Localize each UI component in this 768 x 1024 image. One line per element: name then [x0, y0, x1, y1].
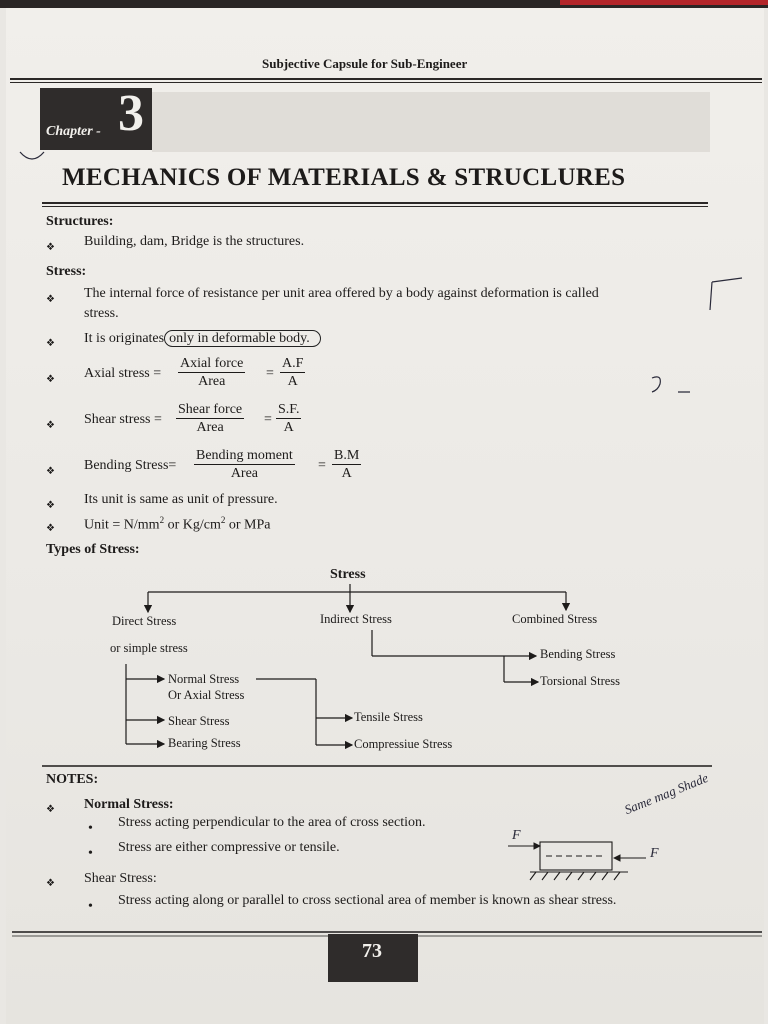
shear-den-1: Area — [196, 420, 224, 435]
diamond-bullet-icon: ❖ — [46, 878, 55, 889]
unit-mid: or Kg/cm — [164, 517, 221, 533]
axial-den-2: A — [287, 374, 298, 389]
handwritten-note: Same mag Shade — [622, 769, 711, 818]
originates-prefix: It is originates — [84, 331, 165, 346]
running-header: Subjective Capsule for Sub-Engineer — [262, 56, 468, 71]
sketch-label-left: F — [512, 828, 521, 843]
tree-normal-line1: Normal Stress — [168, 672, 240, 686]
tree-compressive: Compressiue Stress — [354, 737, 453, 751]
diamond-bullet-icon: ❖ — [46, 466, 55, 477]
structures-item: Building, dam, Bridge is the structures. — [84, 234, 305, 249]
pen-checkmark — [20, 152, 44, 159]
tree-root: Stress — [330, 567, 366, 582]
tree-tensile: Tensile Stress — [354, 710, 423, 724]
diamond-bullet-icon: ❖ — [46, 804, 55, 815]
shear-label: Shear stress = — [84, 412, 162, 427]
chapter-title: MECHANICS OF MATERIALS & STRUCLURES — [62, 164, 626, 191]
tree-normal-line2: Or Axial Stress — [168, 688, 245, 702]
diamond-bullet-icon: ❖ — [46, 294, 55, 305]
unit-sup-2: 2 — [220, 515, 226, 525]
originates-circled: only in deformable body. — [164, 330, 321, 347]
sketch-label-right: F — [650, 846, 659, 861]
axial-den-1: Area — [198, 374, 226, 389]
types-heading: Types of Stress: — [46, 542, 140, 557]
axial-label: Axial stress = — [84, 366, 162, 381]
unit-sup-1: 2 — [159, 515, 165, 525]
bending-equals: = — [318, 458, 326, 473]
diamond-bullet-icon: ❖ — [46, 338, 55, 349]
chapter-number: 3 — [118, 85, 144, 142]
tree-direct: Direct Stress — [112, 614, 177, 628]
shear-equals: = — [264, 412, 272, 427]
shear-stress-heading: Shear Stress: — [84, 871, 157, 886]
tree-combined: Combined Stress — [512, 612, 598, 626]
tree-shear: Shear Stress — [168, 714, 230, 728]
unit-prefix: Unit = N/mm — [84, 517, 160, 533]
unit-same-text: Its unit is same as unit of pressure. — [84, 492, 278, 507]
shear-note-1: Stress acting along or parallel to cross sectional area of member is known as shear stress. — [118, 893, 617, 908]
notes-heading: NOTES: — [46, 772, 99, 787]
normal-note-1: Stress acting perpendicular to the area of cross section. — [118, 815, 426, 830]
pen-question-mark — [652, 377, 690, 392]
shear-num-2: S.F. — [278, 402, 300, 417]
tree-bending: Bending Stress — [540, 647, 616, 661]
normal-note-2: Stress are either compressive or tensile. — [118, 840, 340, 855]
axial-num-2: A.F — [282, 356, 304, 371]
structures-heading: Structures: — [46, 214, 114, 229]
dot-bullet-icon: • — [88, 846, 93, 861]
bending-den-1: Area — [230, 466, 259, 481]
dot-bullet-icon: • — [88, 899, 93, 914]
stress-definition-line1: The internal force of resistance per unit area offered by a body against deformation is called — [84, 286, 599, 301]
diamond-bullet-icon: ❖ — [46, 523, 55, 534]
sketch-hatch — [530, 872, 620, 880]
dot-bullet-icon: • — [88, 821, 93, 836]
tree-torsional: Torsional Stress — [540, 674, 621, 688]
diamond-bullet-icon: ❖ — [46, 500, 55, 511]
bending-num-1: Bending moment — [196, 448, 293, 463]
axial-equals: = — [266, 366, 274, 381]
tree-direct-sub: or simple stress — [110, 641, 188, 655]
diamond-bullet-icon: ❖ — [46, 374, 55, 385]
bending-label: Bending Stress= — [84, 458, 177, 473]
chapter-label: Chapter - — [46, 124, 101, 139]
bending-num-2: B.M — [334, 448, 360, 463]
stress-heading: Stress: — [46, 264, 87, 279]
stress-definition-line2: stress. — [84, 306, 119, 321]
shear-sketch — [508, 842, 646, 880]
diamond-bullet-icon: ❖ — [46, 242, 55, 253]
bending-den-2: A — [341, 466, 352, 481]
axial-num-1: Axial force — [180, 356, 244, 371]
tree-bearing: Bearing Stress — [168, 736, 241, 750]
tree-indirect: Indirect Stress — [320, 612, 392, 626]
page-number: 73 — [362, 940, 382, 962]
pen-bracket — [710, 278, 742, 310]
shear-num-1: Shear force — [178, 402, 243, 417]
diamond-bullet-icon: ❖ — [46, 420, 55, 431]
shear-den-2: A — [283, 420, 294, 435]
unit-suffix: or MPa — [225, 517, 271, 533]
normal-stress-heading: Normal Stress: — [84, 797, 174, 812]
